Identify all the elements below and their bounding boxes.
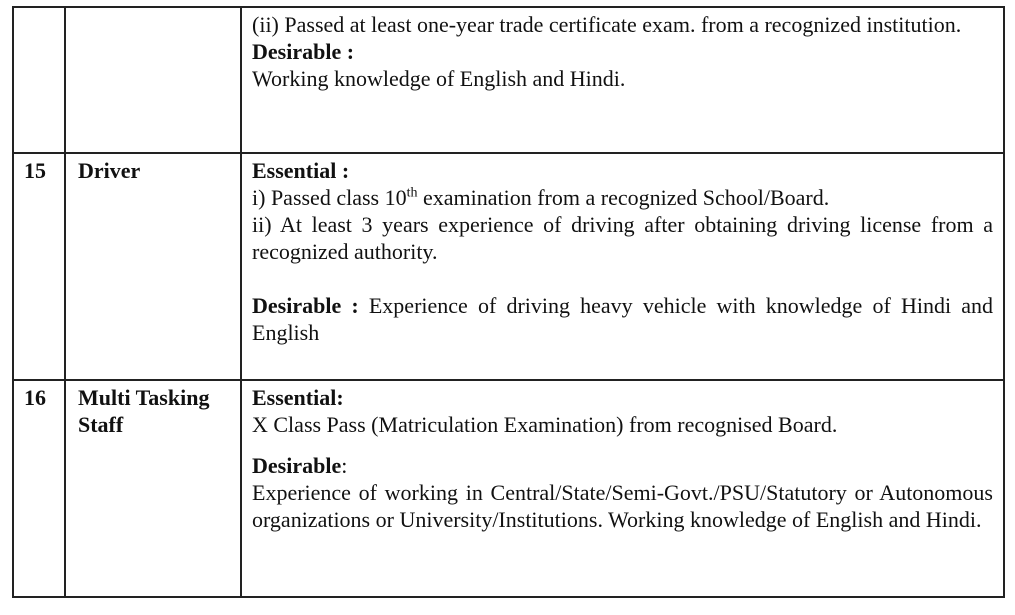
- desirable-colon: :: [341, 453, 348, 478]
- desirable-heading: Desirable :: [252, 293, 359, 318]
- desirable-heading: Desirable :: [252, 39, 355, 64]
- essential-item-2: ii) At least 3 years experience of driving after obtaining driving license from a recognized authority.: [252, 212, 993, 264]
- serial-number-cell: [13, 7, 65, 153]
- desirable-text: Experience of working in Central/State/Semi-Govt./PSU/Statutory or Autonomous organizations or University/Institutions. Working knowledge of English and Hindi.: [252, 480, 993, 532]
- ordinal-suffix: th: [406, 185, 418, 201]
- requirements-cell: [241, 153, 1004, 380]
- post-name-cell: [65, 7, 241, 153]
- desirable-heading: Desirable: [252, 453, 342, 478]
- spacer: [252, 265, 993, 292]
- requirements-cell: [241, 380, 1004, 597]
- desirable-text: Experience of driving heavy vehicle with knowledge of Hindi and English: [252, 293, 993, 345]
- qualification-table: [12, 6, 1005, 598]
- table-row: [13, 7, 1004, 153]
- serial-number-cell: 15: [13, 153, 65, 380]
- essential-item-1-rest: examination from a recognized School/Board.: [417, 185, 830, 210]
- serial-number-cell: 16: [13, 380, 65, 597]
- post-name-cell: Multi Tasking Staff: [65, 380, 241, 597]
- spacer: [252, 438, 993, 452]
- requirement-line: (ii) Passed at least one-year trade certificate exam. from a recognized institution.: [252, 12, 962, 37]
- essential-heading: Essential:: [252, 385, 344, 410]
- essential-item-1: [252, 184, 993, 211]
- post-name-cell: Driver: [65, 153, 241, 380]
- requirement-line: Working knowledge of English and Hindi.: [252, 66, 626, 91]
- desirable-paragraph: [252, 292, 993, 346]
- table-row: [13, 153, 1004, 380]
- essential-text: X Class Pass (Matriculation Examination) from recognised Board.: [252, 412, 838, 437]
- table-row: [13, 380, 1004, 597]
- essential-heading: Essential :: [252, 158, 350, 183]
- requirements-cell: [241, 7, 1004, 153]
- essential-item-1-text: i) Passed class 10: [252, 185, 407, 210]
- desirable-heading-line: [252, 452, 993, 479]
